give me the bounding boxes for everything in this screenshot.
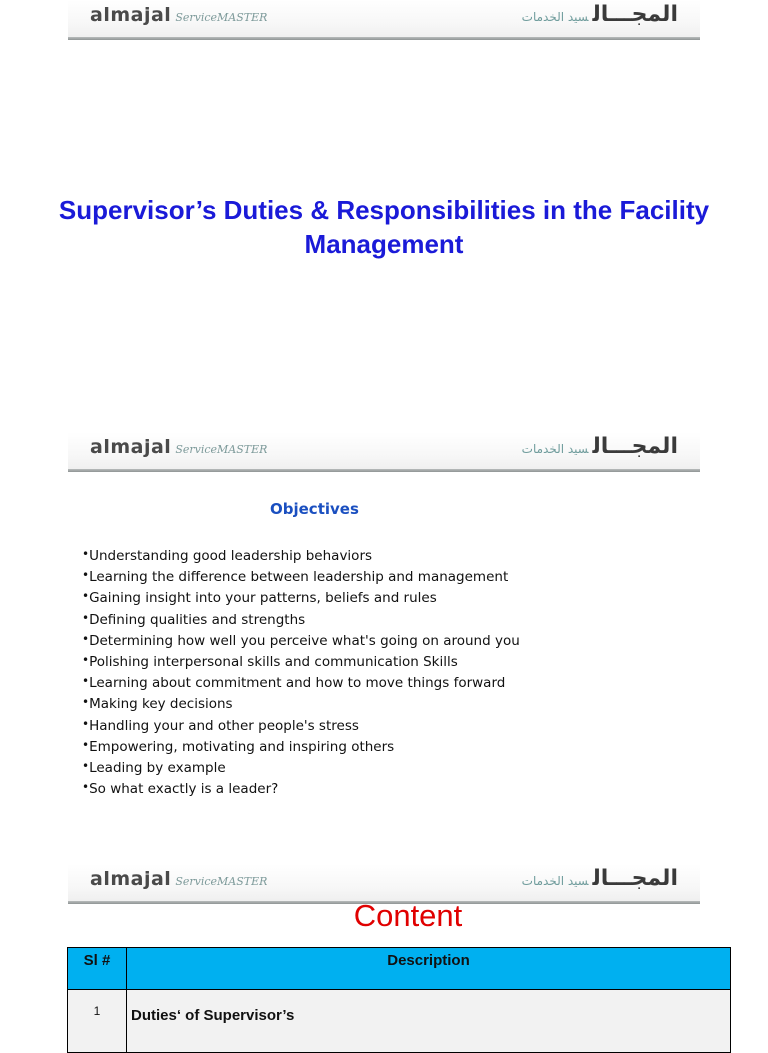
content-table [67, 947, 731, 1053]
row-number: 1 [68, 990, 127, 1053]
slide-header [68, 0, 700, 40]
list-item [82, 545, 520, 566]
list-item-text: Making key decisions [89, 696, 233, 713]
company-logo [90, 4, 267, 26]
list-item-text: So what exactly is a leader? [89, 781, 279, 798]
bullet-icon: • [82, 759, 90, 774]
arabic-logo [522, 866, 678, 891]
arabic-logo-subtext: سيد الخدمات [521, 10, 589, 24]
bullet-icon: • [82, 780, 90, 795]
bullet-icon: • [82, 716, 90, 731]
content-heading: Content [353, 898, 463, 933]
list-item-text: Learning the difference between leadership and management [89, 569, 509, 586]
list-item [82, 778, 520, 799]
logo-subtext: ServiceMASTER [175, 11, 268, 24]
list-item-text: Learning about commitment and how to move things forward [89, 675, 506, 692]
bullet-icon: • [82, 674, 90, 689]
arabic-logo-text: المجـــال [592, 866, 678, 891]
company-logo [90, 436, 267, 458]
list-item-text: Determining how well you perceive what's going on around you [89, 632, 520, 649]
arabic-logo-text: المجـــال [592, 2, 678, 27]
list-item [82, 672, 520, 693]
table-header-row [68, 948, 731, 990]
list-item-text: Gaining insight into your patterns, beliefs and rules [89, 590, 437, 607]
bullet-icon: • [82, 568, 90, 583]
column-header-number: Sl # [68, 948, 127, 990]
objectives-list [82, 545, 520, 799]
bullet-icon: • [82, 695, 90, 710]
bullet-icon: • [82, 653, 90, 668]
logo-text: almajal [90, 868, 172, 890]
arabic-logo [522, 434, 678, 459]
slide-header [68, 432, 700, 472]
list-item-text: Polishing interpersonal skills and communication Skills [89, 654, 458, 671]
list-item [82, 630, 520, 651]
page-title: Supervisor’s Duties & Responsibilities in the Facility Management [58, 195, 710, 259]
header-divider [68, 37, 700, 40]
bullet-icon: • [82, 610, 90, 625]
logo-subtext: ServiceMASTER [175, 875, 268, 888]
list-item [82, 715, 520, 736]
bullet-icon: • [82, 589, 90, 604]
arabic-logo-text: المجـــال [592, 434, 678, 459]
header-divider [68, 469, 700, 472]
row-description: Duties‘ of Supervisor’s [127, 990, 731, 1053]
logo-text: almajal [90, 4, 172, 26]
logo-subtext: ServiceMASTER [175, 443, 268, 456]
list-item [82, 757, 520, 778]
table-row [68, 990, 731, 1053]
list-item [82, 609, 520, 630]
list-item-text: Empowering, motivating and inspiring others [89, 738, 395, 755]
objectives-heading: Objectives [270, 500, 359, 518]
arabic-logo-subtext: سيد الخدمات [521, 442, 589, 456]
bullet-icon: • [82, 737, 90, 752]
list-item-text: Understanding good leadership behaviors [89, 548, 373, 564]
arabic-logo-subtext: سيد الخدمات [521, 874, 589, 888]
column-header-description: Description [127, 948, 731, 990]
list-item-text: Handling your and other people's stress [89, 717, 359, 734]
list-item-text: Defining qualities and strengths [89, 611, 306, 628]
list-item [82, 566, 520, 587]
bullet-icon: • [82, 547, 90, 561]
list-item-text: Leading by example [89, 760, 226, 777]
company-logo [90, 868, 267, 890]
list-item [82, 651, 520, 672]
list-item [82, 736, 520, 757]
list-item [82, 587, 520, 608]
list-item [82, 693, 520, 714]
bullet-icon: • [82, 631, 90, 646]
logo-text: almajal [90, 436, 172, 458]
arabic-logo [522, 2, 678, 27]
